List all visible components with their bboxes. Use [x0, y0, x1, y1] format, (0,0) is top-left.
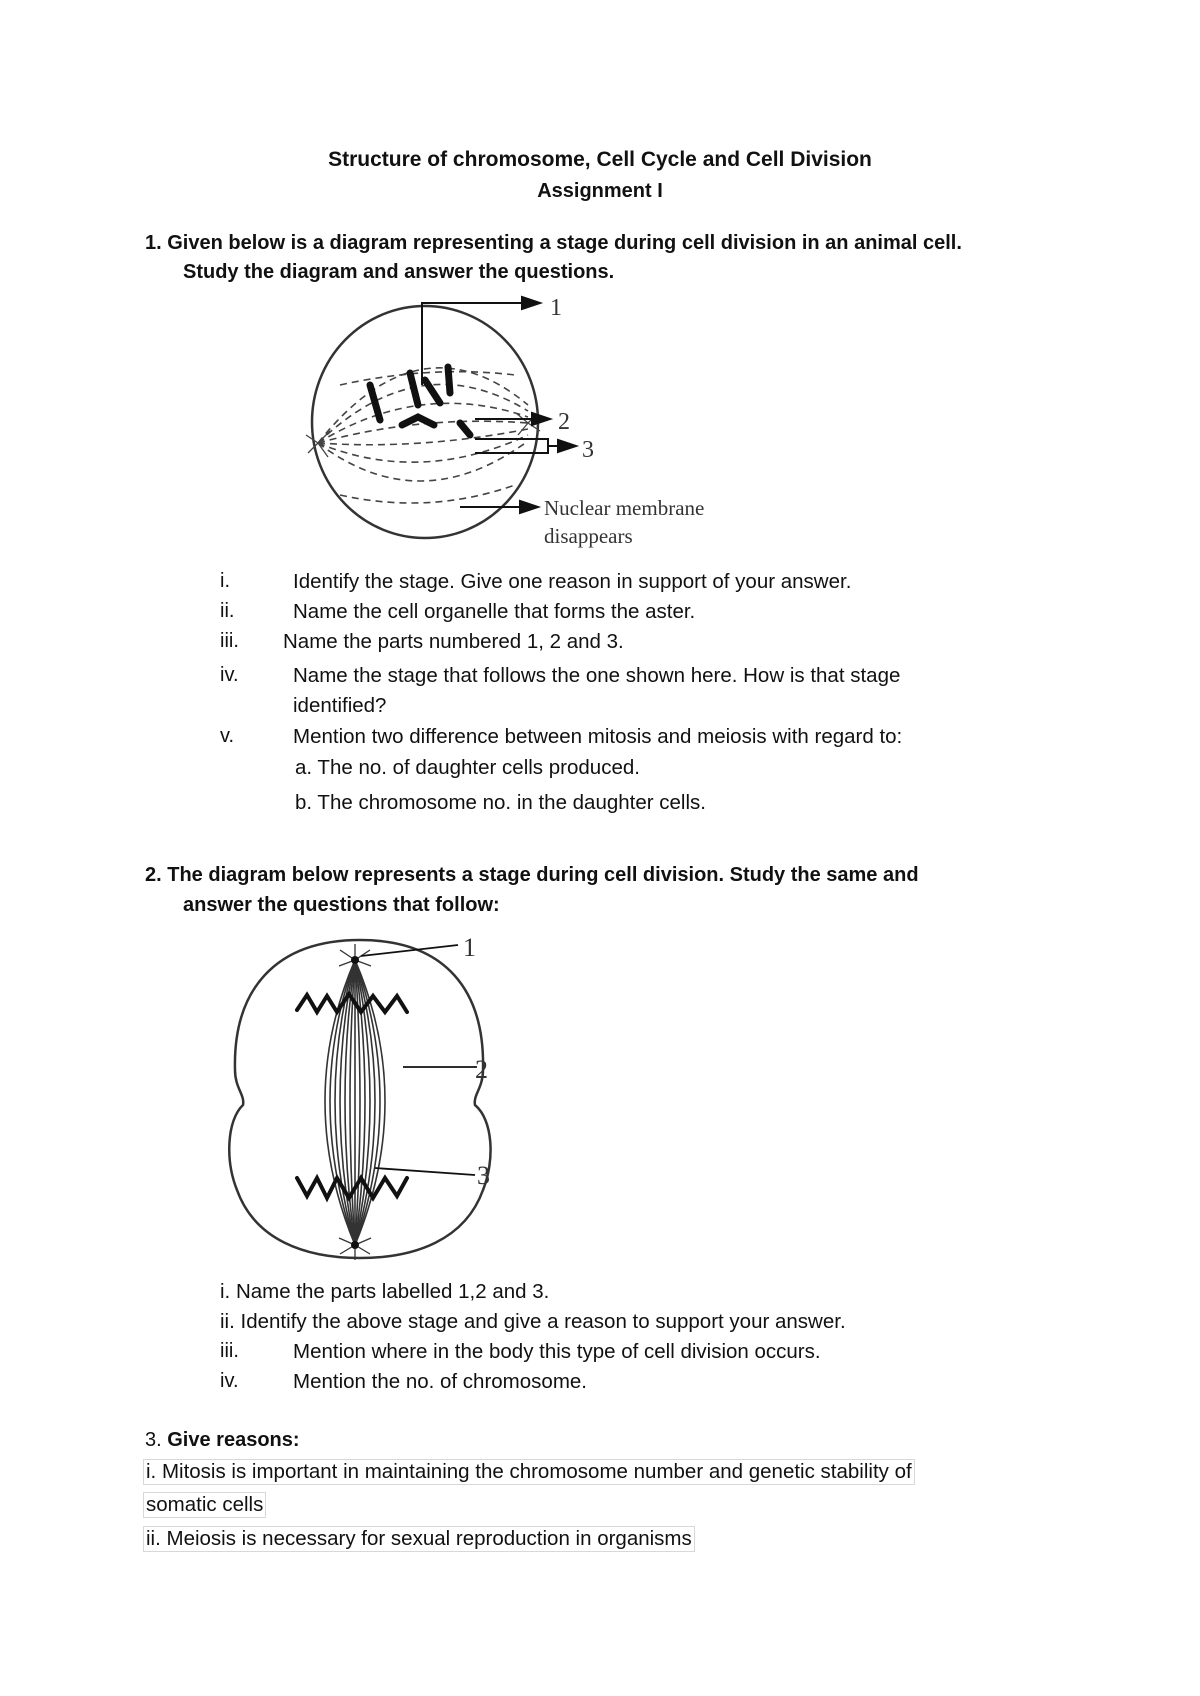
q2-item-3-num: iii. [220, 1340, 239, 1362]
q1-label-1: 1 [550, 295, 562, 321]
q2-label-2: 2 [475, 1055, 488, 1084]
q3-heading-num: 3. [145, 1429, 162, 1451]
q1-prompt-line2: Study the diagram and answer the questions. [183, 261, 615, 283]
q1-item-3: Name the parts numbered 1, 2 and 3. [283, 630, 624, 653]
page-title: Structure of chromosome, Cell Cycle and Cell Division [328, 148, 872, 171]
q2-item-2: ii. Identify the above stage and give a reason to support your answer. [220, 1310, 846, 1333]
q3-reason-2: ii. Meiosis is necessary for sexual reproduction in organisms [143, 1526, 695, 1552]
q2-prompt-line1: 2. The diagram below represents a stage during cell division. Study the same and [145, 864, 919, 886]
q2-label-3: 3 [477, 1161, 490, 1190]
q1-cell-diagram [300, 285, 770, 565]
q1-item-4-num: iv. [220, 664, 239, 686]
q1-label-2: 2 [558, 409, 570, 435]
q1-item-4: Name the stage that follows the one shown here. How is that stage [293, 664, 901, 687]
q1-item-1: Identify the stage. Give one reason in support of your answer. [293, 570, 852, 593]
q1-item-5: Mention two difference between mitosis and meiosis with regard to: [293, 725, 903, 748]
q1-label-disappears: disappears [544, 524, 633, 548]
q1-sub-a: a. The no. of daughter cells produced. [295, 756, 640, 779]
q3-heading [145, 1429, 300, 1452]
q3-heading-text: Give reasons: [167, 1429, 300, 1451]
q2-item-4-num: iv. [220, 1370, 239, 1392]
q1-item-4-cont: identified? [293, 694, 387, 717]
q3-reason-1-line1: i. Mitosis is important in maintaining the chromosome number and genetic stability of [143, 1459, 915, 1485]
q2-item-1: i. Name the parts labelled 1,2 and 3. [220, 1280, 550, 1303]
q2-prompt-line2: answer the questions that follow: [183, 894, 500, 916]
q1-label-3: 3 [582, 437, 594, 463]
q1-prompt-line1: 1. Given below is a diagram representing a stage during cell division in an animal cell. [145, 232, 962, 254]
q1-item-3-num: iii. [220, 630, 239, 652]
q3-reason-1-line2: somatic cells [143, 1492, 266, 1518]
q1-label-nuclear-membrane: Nuclear membrane [544, 496, 705, 520]
q2-label-1: 1 [463, 933, 476, 962]
q1-item-2-num: ii. [220, 600, 235, 622]
q2-item-3: Mention where in the body this type of cell division occurs. [293, 1340, 821, 1363]
page-subtitle: Assignment I [537, 180, 663, 202]
q1-sub-b: b. The chromosome no. in the daughter cells. [295, 791, 706, 814]
q1-item-2: Name the cell organelle that forms the aster. [293, 600, 696, 623]
q2-item-4: Mention the no. of chromosome. [293, 1370, 587, 1393]
q1-item-5-num: v. [220, 725, 235, 747]
q1-item-1-num: i. [220, 570, 230, 592]
q2-cell-diagram [215, 920, 545, 1270]
